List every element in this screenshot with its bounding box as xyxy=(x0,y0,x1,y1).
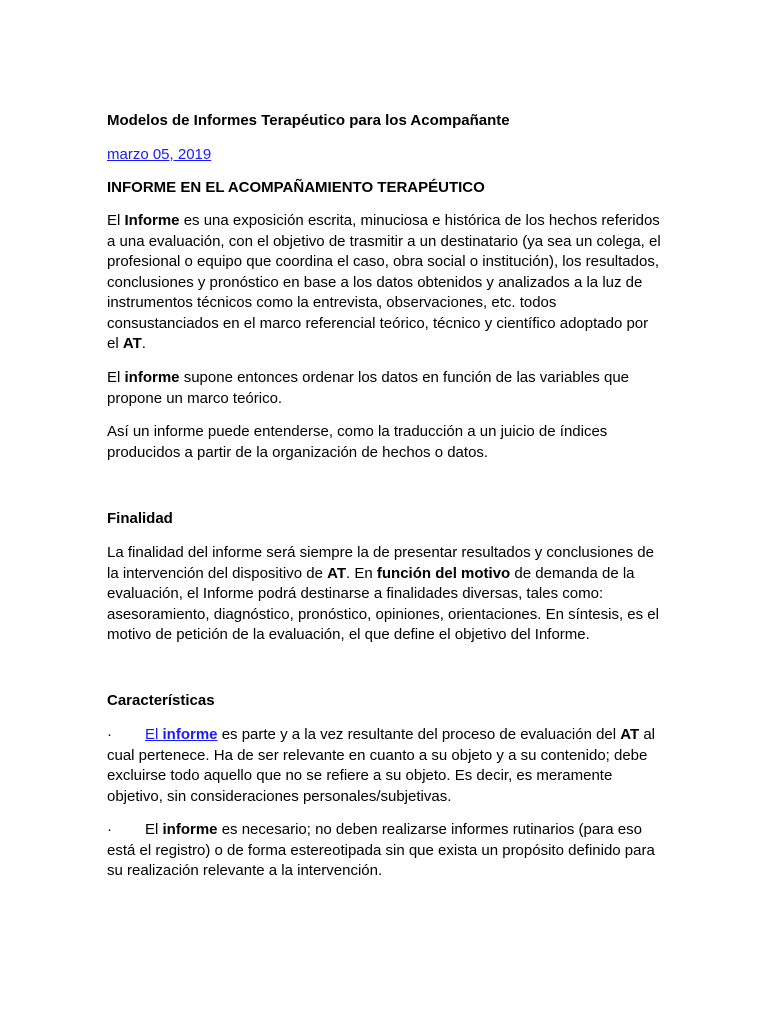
intro-paragraph-1: El Informe es una exposición escrita, minuciosa e histórica de los hechos referidos a una evaluación, con el objetivo de trasmitir a un destinatario (ya sea un colega, el profesional o equipo que coordina el caso, obra social o institución), los resultados, conclusiones y pronóstico en base a los datos obtenidos y analizados a la luz de instrumentos técnicos como la entrevista, observaciones, etc. todos consustanciados en el marco referencial teórico, técnico y científico adoptado por el AT. xyxy=(107,212,661,352)
document-title: Modelos de Informes Terapéutico para los Acompañante xyxy=(107,112,510,129)
intro-paragraph-3: Así un informe puede entenderse, como la traducción a un juicio de índices producidos a partir de la organización de hechos o datos. xyxy=(107,423,608,461)
caracteristicas-item-2: · El informe es necesario; no deben realizarse informes rutinarios (para eso está el registro) o de forma estereotipada sin que exista un propósito definido para su realización relevante a la intervención. xyxy=(107,821,655,879)
informe-link[interactable]: El informe xyxy=(145,726,218,743)
bullet-marker: · xyxy=(107,726,112,743)
main-heading: INFORME EN EL ACOMPAÑAMIENTO TERAPÉUTICO xyxy=(107,179,485,196)
intro-paragraph-2: El informe supone entonces ordenar los datos en función de las variables que propone un marco teórico. xyxy=(107,369,630,407)
finalidad-paragraph: La finalidad del informe será siempre la de presentar resultados y conclusiones de la intervención del dispositivo de AT. En función del motivo de demanda de la evaluación, el Informe podrá destinarse a finalidades diversas, tales como: asesoramiento, diagnóstico, pronóstico, opiniones, orientaciones. En síntesis, es el motivo de petición de la evaluación, el que define el objetivo del Informe. xyxy=(107,544,659,643)
finalidad-heading: Finalidad xyxy=(107,510,173,527)
bullet-marker: · xyxy=(107,821,112,838)
caracteristicas-heading: Características xyxy=(107,692,215,709)
caracteristicas-item-1: · El informe es parte y a la vez resultante del proceso de evaluación del AT al cual pertenece. Ha de ser relevante en cuanto a su objeto y a su contenido; debe excluirse todo aquello que no se refiere a su objeto. Es decir, es meramente objetivo, sin consideraciones personales/subjetivas. xyxy=(107,726,656,805)
date-link[interactable]: marzo 05, 2019 xyxy=(107,146,212,163)
